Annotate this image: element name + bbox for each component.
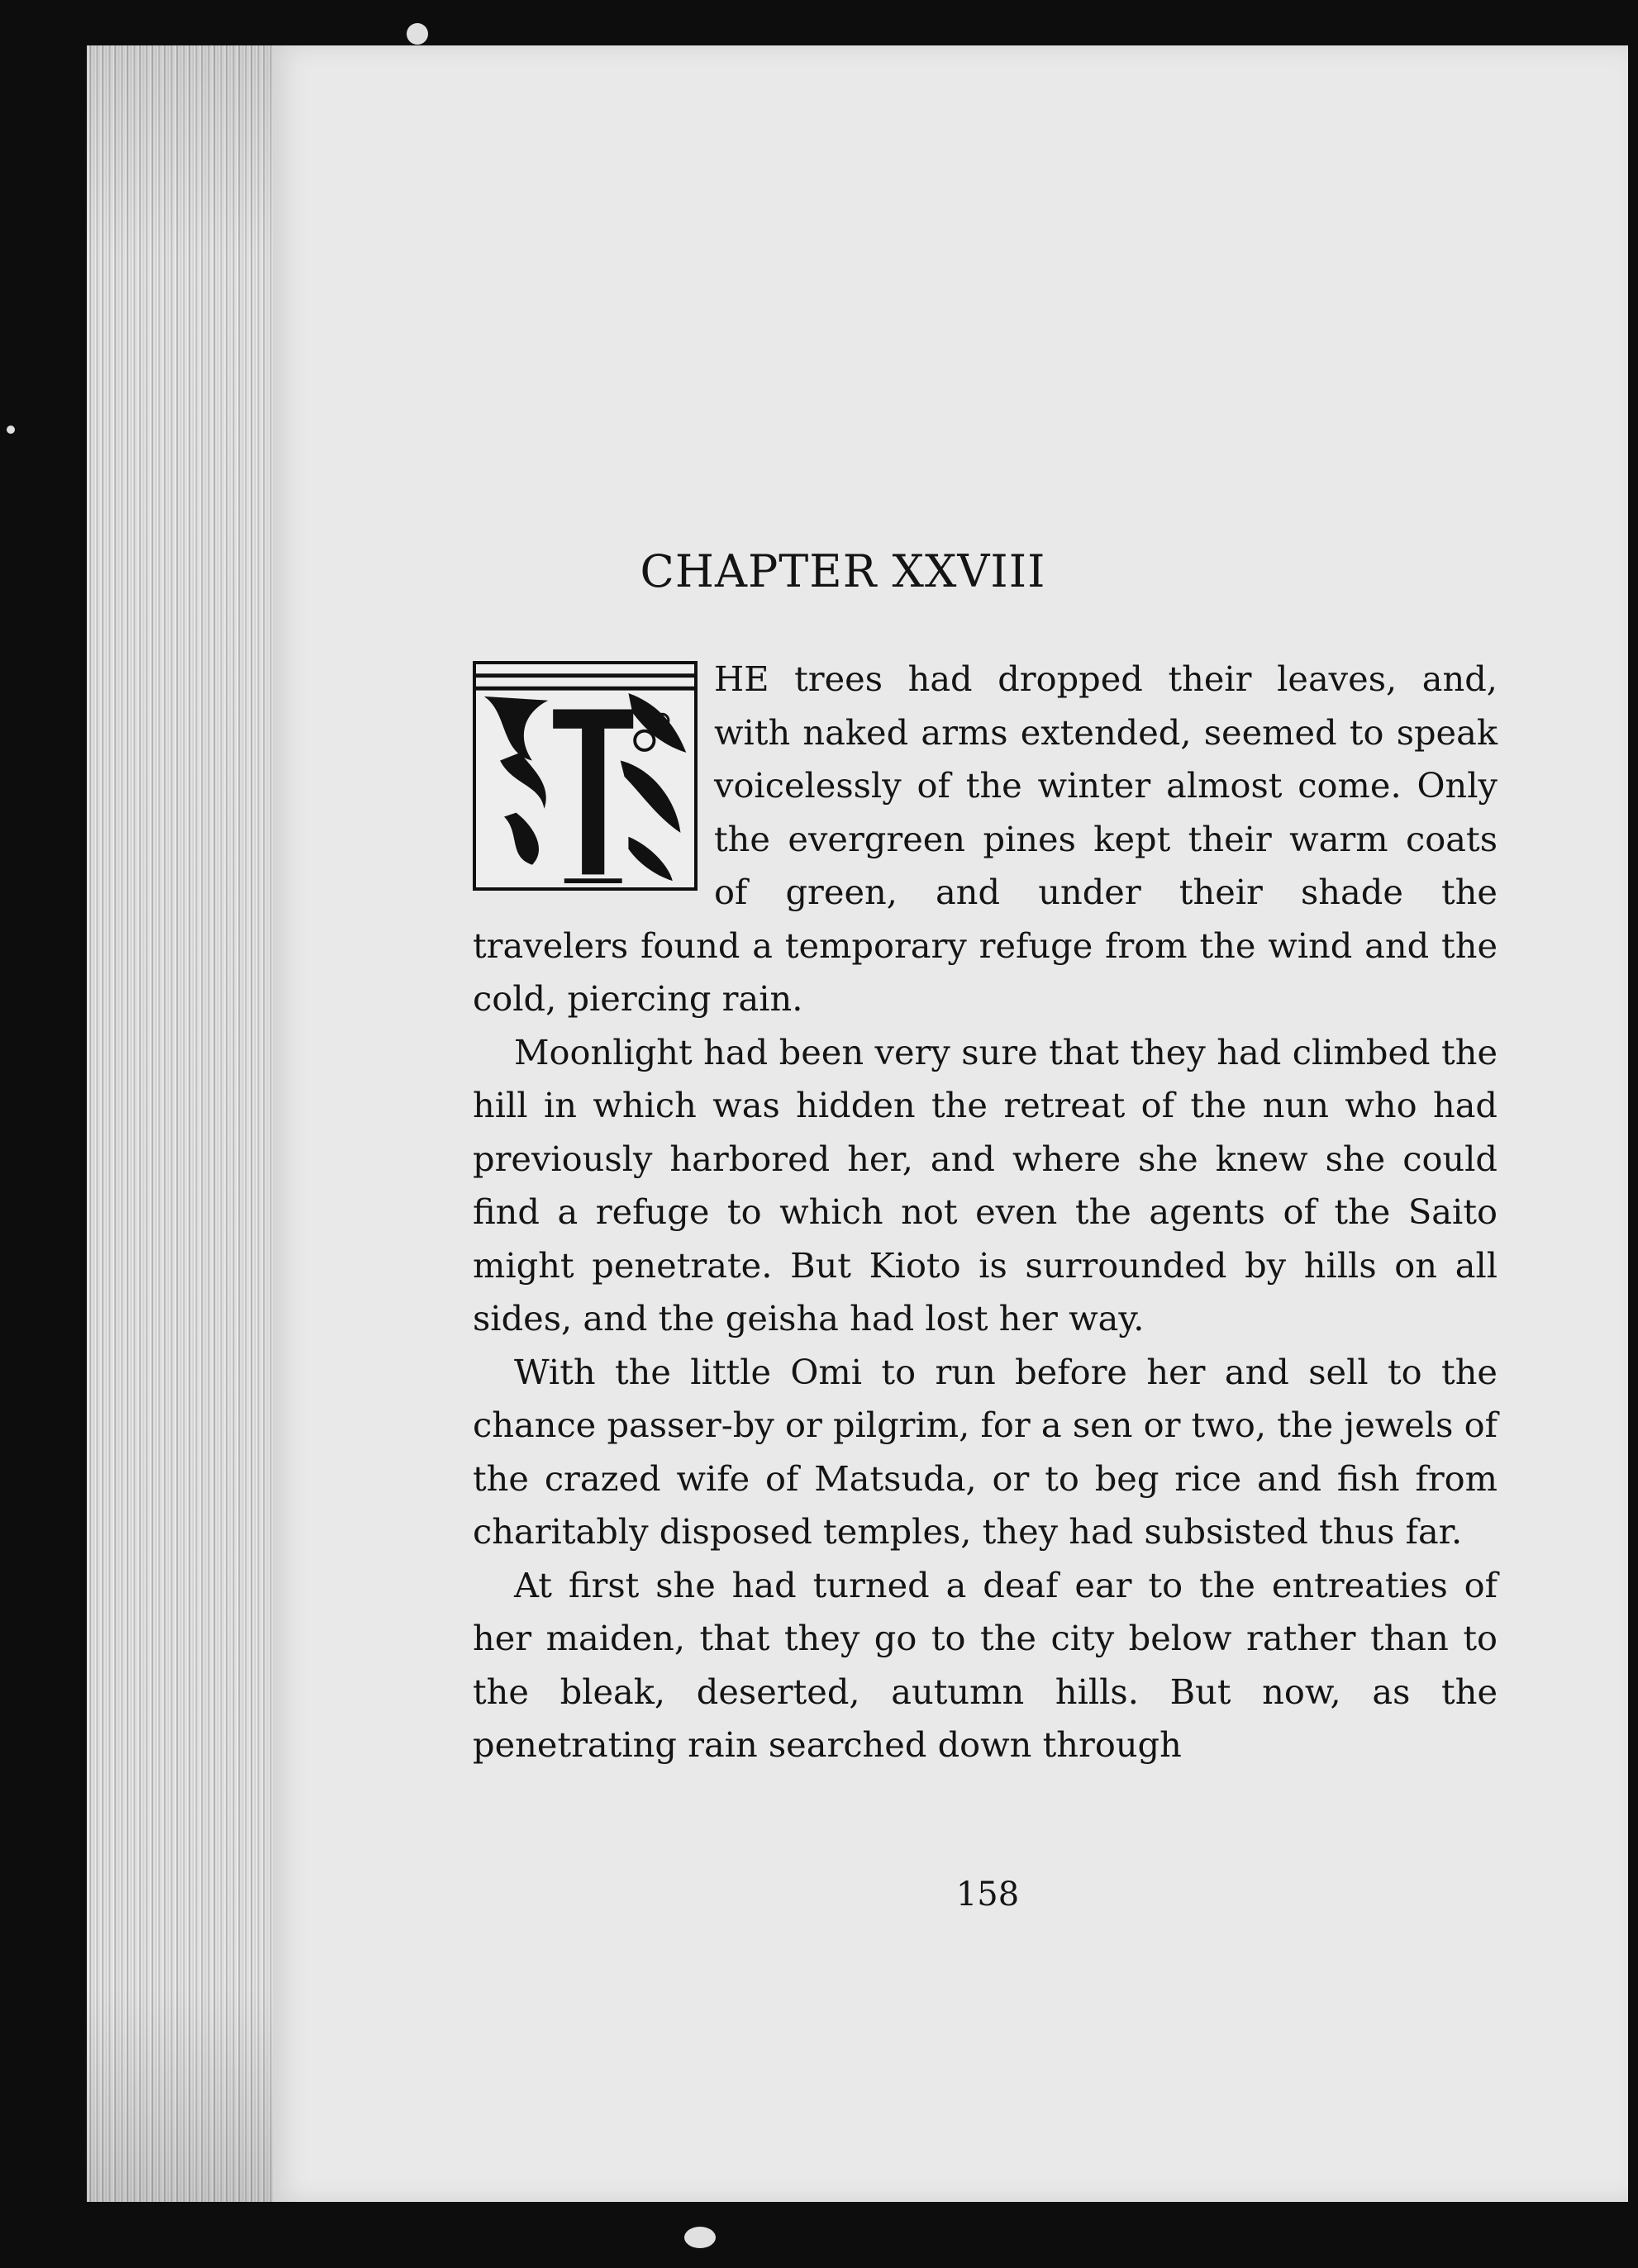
paragraph-2: Moonlight had been very sure that they had climbed the hill in which was hidden the retreat of the nun who had previously harbored her, and where she knew she could find a refuge to which not even the agents of the Saito might penetrate. But Kioto is surrounded by hills on all sides, and the geisha had lost her way. bbox=[473, 1031, 1498, 1338]
paragraph-4: At first she had turned a deaf ear to the entreaties of her maiden, that they go to the city below rather than to the bleak, deserted, autumn hills. But now, as the penetrating rain searched down through bbox=[473, 1564, 1498, 1765]
paragraph-3: With the little Omi to run before her and sell to the chance passer-by or pilgrim, for a sen or two, the jewels of the crazed wife of Matsuda, or to beg rice and fish from charitably disposed temples, they had subsisted thus far. bbox=[473, 1351, 1498, 1552]
page-number: 158 bbox=[955, 1876, 1020, 1914]
paragraph-1 bbox=[473, 653, 1498, 1026]
scan-speck bbox=[7, 426, 15, 434]
scan-speck bbox=[407, 23, 428, 45]
paragraph-text: HE trees had dropped their leaves, and, with naked arms extended, seemed to speak voicelessly of the winter almost come. Only the evergreen pines kept their warm coats of green, and under their shade the travelers found a temporary refuge from the wind and the cold, piercing rain. bbox=[473, 659, 1498, 1019]
floral-ornament-icon bbox=[476, 664, 694, 887]
drop-cap-illustration bbox=[473, 661, 698, 891]
chapter-title: CHAPTER XXVIII bbox=[640, 545, 1046, 597]
chapter-body bbox=[473, 653, 1498, 1772]
scan-speck bbox=[684, 2227, 716, 2248]
